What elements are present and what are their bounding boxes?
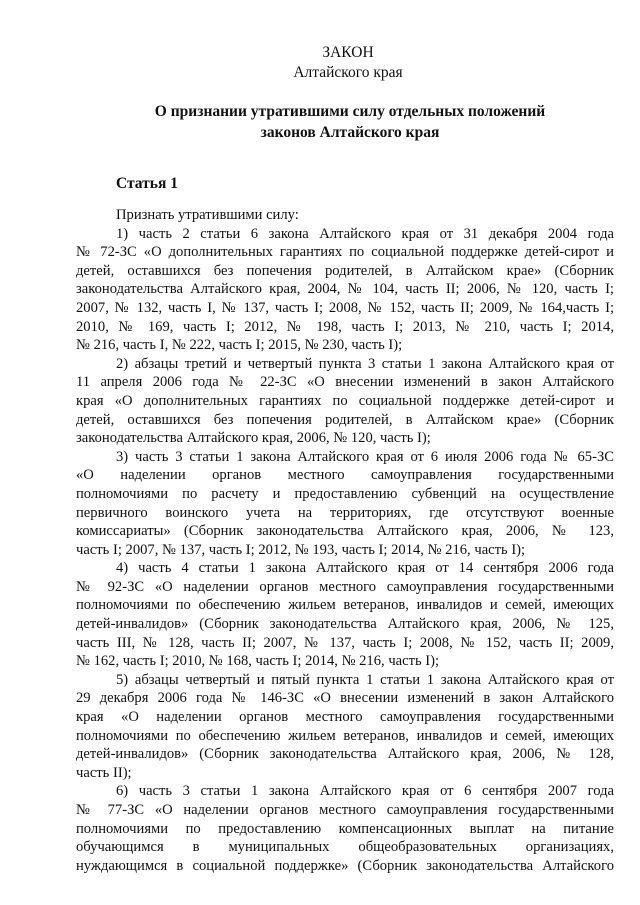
paragraph-line: законодательства Алтайского края, 2004, № 104, часть II; 2006, № 120, часть I; — [76, 281, 614, 298]
document-title-line: О признании утратившими силу отдельных положений — [154, 103, 546, 120]
article-body — [76, 206, 614, 875]
paragraph-line: полномочиями по обеспечению жильем ветеранов, инвалидов и семей, имеющих — [76, 597, 614, 614]
paragraph-line: законодательства Алтайского края, 2006, № 120, часть I); — [76, 430, 431, 447]
paragraph-line: детей-инвалидов» (Сборник законодательства Алтайского края, 2006, № 125, — [76, 616, 614, 633]
document-title-line: законов Алтайского края — [260, 124, 440, 141]
paragraph-line: 11 апреля 2006 года № 22-ЗС «О внесении изменений в закон Алтайского — [76, 374, 614, 391]
article-paragraph — [76, 206, 614, 225]
article-paragraph — [76, 355, 614, 448]
paragraph-line: детей-инвалидов» (Сборник законодательства Алтайского края, 2006, № 128, — [76, 746, 614, 763]
paragraph-line: № 162, часть I; 2010, № 168, часть I; 2014, № 216, часть I); — [76, 653, 440, 670]
paragraph-line: полномочиями по предоставлению компенсационных выплат на питание — [76, 820, 614, 837]
paragraph-line: часть III, № 128, часть II; 2007, № 137, часть I; 2008, № 152, часть II; 2009, — [76, 634, 614, 651]
paragraph-line: № 216, часть I, № 222, часть I; 2015, № 230, часть I); — [76, 337, 403, 354]
paragraph-line: полномочиями по обеспечению жильем ветеранов, инвалидов и семей, имеющих — [76, 727, 614, 744]
paragraph-line: 2007, № 132, часть I, № 137, часть I; 2008, № 152, часть II; 2009, № 164,часть I; — [76, 299, 614, 316]
paragraph-line: 2) абзацы третий и четвертый пункта 3 статьи 1 закона Алтайского края от — [116, 355, 614, 372]
paragraph-line: края «О дополнительных гарантиях по социальной поддержке детей-сирот и — [76, 392, 614, 409]
paragraph-line: 1) часть 2 статьи 6 закона Алтайского края от 31 декабря 2004 года — [116, 225, 614, 242]
paragraph-line: № 72-ЗС «О дополнительных гарантиях по социальной поддержке детей-сирот и — [76, 244, 614, 261]
paragraph-line: 3) часть 3 статьи 1 закона Алтайского края от 6 июля 2006 года № 65-ЗС — [116, 448, 614, 465]
paragraph-line: полномочиями по расчету и предоставлению субвенций на осуществление — [76, 485, 614, 502]
document-region: Алтайского края — [293, 64, 403, 81]
paragraph-line: 5) абзацы четвертый и пятый пункта 1 статьи 1 закона Алтайского края от — [116, 671, 614, 688]
paragraph-line: № 92-ЗС «О наделении органов местного самоуправления государственными — [76, 578, 614, 595]
paragraph-line: комиссариаты» (Сборник законодательства Алтайского края, 2006, № 123, — [76, 523, 614, 540]
document-type: ЗАКОН — [322, 44, 374, 61]
paragraph-line: детей, оставшихся без попечения родителей, в Алтайском крае» (Сборник — [76, 411, 614, 428]
paragraph-line: 29 декабря 2006 года № 146-ЗС «О внесении изменений в закон Алтайского — [76, 690, 614, 707]
paragraph-line: часть II); — [76, 764, 132, 781]
article-paragraph — [76, 225, 614, 355]
paragraph-line: 4) часть 4 статьи 1 закона Алтайского края от 14 сентября 2006 года — [116, 560, 614, 577]
article-paragraph — [76, 782, 614, 875]
paragraph-line: «О наделении органов местного самоуправления государственными — [76, 467, 614, 484]
article-paragraph — [76, 559, 614, 671]
article-paragraph — [76, 448, 614, 560]
paragraph-line: № 77-ЗС «О наделении органов местного самоуправления государственными — [76, 802, 614, 818]
paragraph-line: 2010, № 169, часть I; 2012, № 198, часть I; 2013, № 210, часть I; 2014, — [76, 318, 614, 335]
article-heading: Статья 1 — [116, 175, 178, 192]
paragraph-line: часть I; 2007, № 137, часть I; 2012, № 193, часть I; 2014, № 216, часть I); — [76, 541, 526, 558]
paragraph-line: первичного воинского учета на территориях, где отсутствуют военные — [76, 504, 614, 521]
article-paragraph — [76, 671, 614, 783]
paragraph-line: обучающимся в муниципальных общеобразовательных организациях, — [76, 839, 614, 856]
document-title — [60, 101, 640, 143]
paragraph-line: 6) часть 3 статьи 1 закона Алтайского края от 6 сентября 2007 года — [116, 783, 614, 800]
paragraph-line: Признать утратившими силу: — [116, 207, 299, 223]
paragraph-line: нуждающимся в социальной поддержке» (Сборник законодательства Алтайского — [76, 857, 614, 874]
paragraph-line: детей, оставшихся без попечения родителей, в Алтайском крае» (Сборник — [76, 262, 614, 279]
paragraph-line: края «О наделении органов местного самоуправления государственными — [76, 709, 614, 726]
